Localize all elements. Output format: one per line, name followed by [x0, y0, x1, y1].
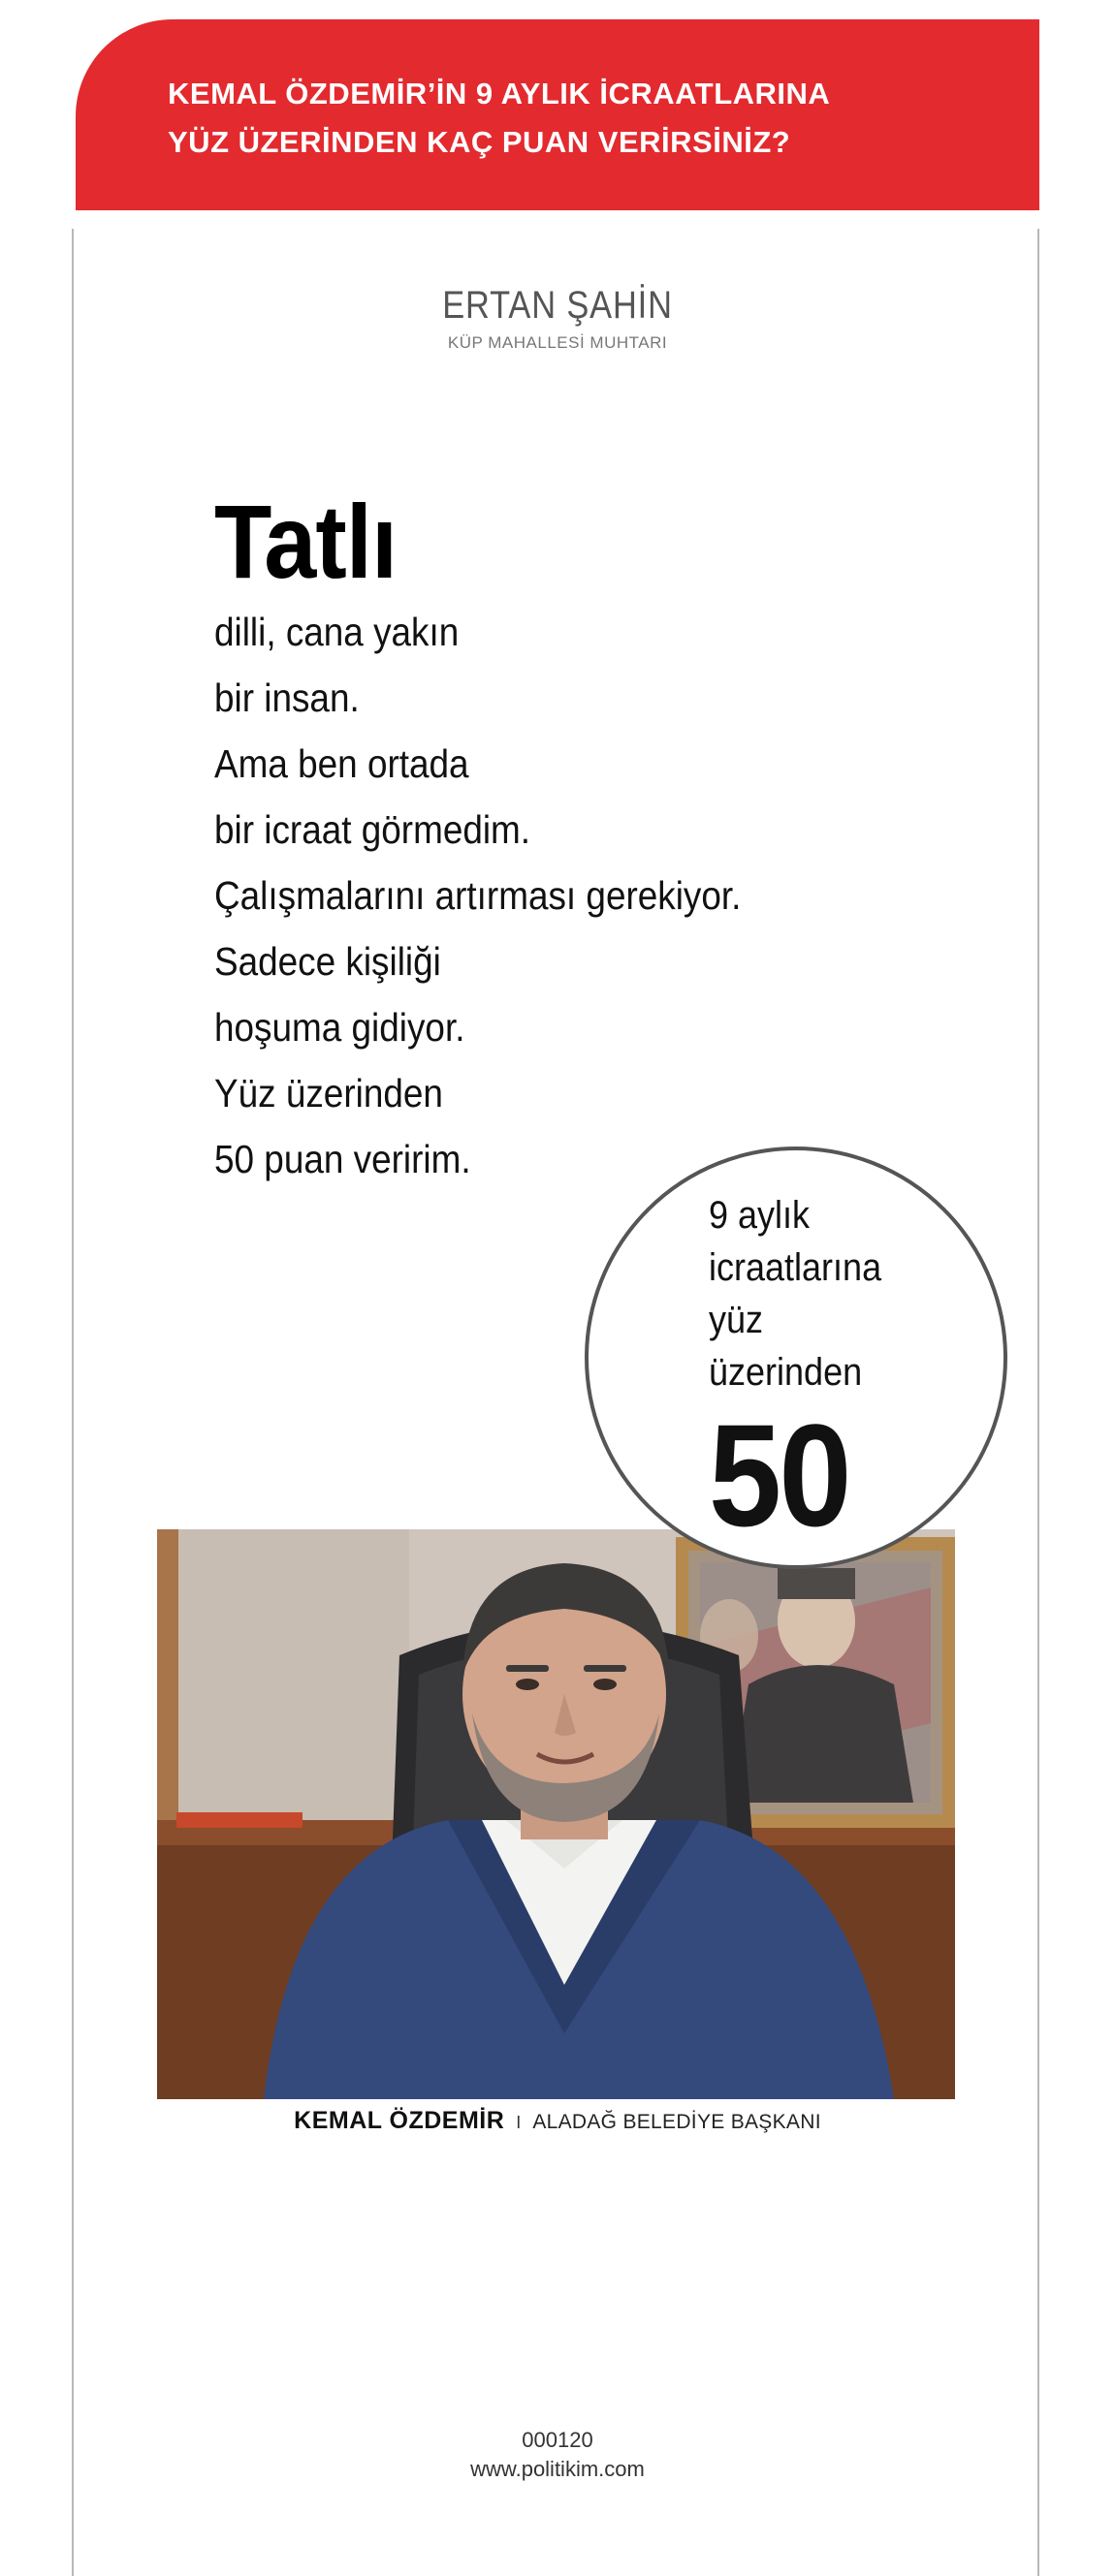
quote-line: Ama ben ortada: [214, 741, 469, 786]
headline-banner: [76, 19, 1039, 210]
quote-line: bir insan.: [214, 675, 360, 720]
score-label-line: yüz: [709, 1299, 764, 1341]
score-label-line: 9 aylık: [709, 1194, 811, 1237]
footer-website-link[interactable]: www.politikim.com: [470, 2457, 645, 2481]
caption-person-title: ALADAĞ BELEDİYE BAŞKANI: [532, 2111, 821, 2133]
photo-caption: [0, 2107, 1115, 2135]
quote-line: dilli, cana yakın: [214, 610, 460, 654]
page-footer: [0, 2426, 1115, 2484]
caption-person-name: KEMAL ÖZDEMİR: [294, 2107, 505, 2134]
quote-line: hoşuma gidiyor.: [214, 1005, 465, 1050]
score-label-line: üzerinden: [709, 1351, 863, 1394]
author-name: ERTAN ŞAHİN: [442, 284, 673, 327]
author-role: KÜP MAHALLESİ MUHTARI: [447, 333, 668, 352]
caption-separator: I: [516, 2113, 522, 2132]
headline-line-2: YÜZ ÜZERİNDEN KAÇ PUAN VERİRSİNİZ?: [168, 125, 791, 159]
quote-line: bir icraat görmedim.: [214, 807, 531, 852]
quote-line: Sadece kişiliği: [214, 939, 441, 984]
author-block: [0, 283, 1115, 353]
quote-line: Yüz üzerinden: [214, 1071, 443, 1115]
score-label-line: icraatlarına: [709, 1246, 882, 1289]
score-badge: [585, 1147, 1007, 1569]
quote-body: [214, 599, 893, 1192]
score-text: [709, 1189, 901, 1556]
portrait-photo: [157, 1529, 955, 2099]
score-value: 50: [709, 1394, 849, 1556]
quote-line: 50 puan veririm.: [214, 1137, 471, 1181]
headline-line-1: KEMAL ÖZDEMİR’İN 9 AYLIK İCRAATLARINA: [168, 77, 831, 110]
quote-line: Çalışmalarını artırması gerekiyor.: [214, 873, 742, 918]
footer-code: 000120: [522, 2428, 593, 2452]
portrait-illustration: [157, 1529, 955, 2099]
quote-block: [214, 485, 893, 1192]
quote-lead-word: Tatlı: [214, 483, 398, 600]
